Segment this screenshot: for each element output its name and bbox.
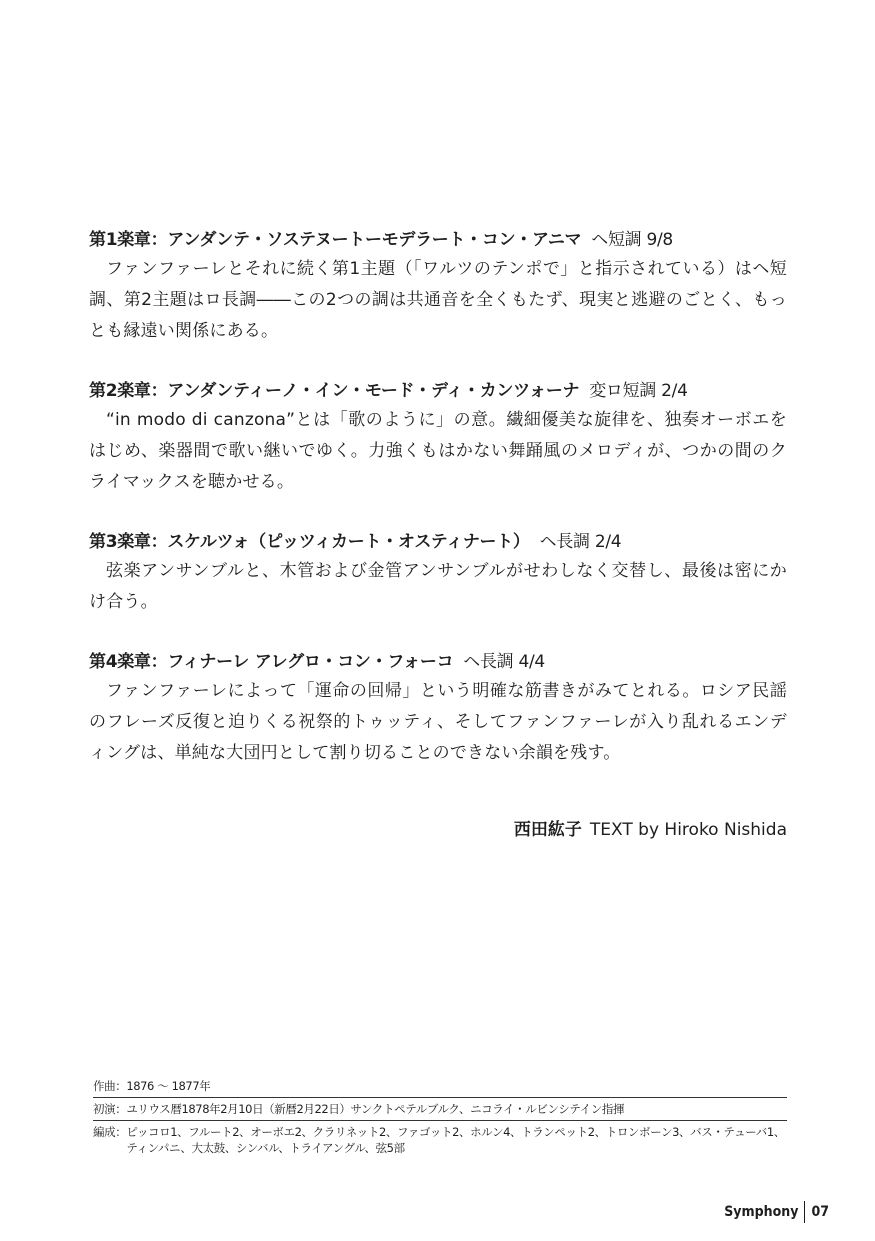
movement-4-key: ヘ長調 4/4 [463,652,545,672]
movement-1-key: ヘ短調 9/8 [591,230,673,250]
note-premiere-label: 初演： [93,1102,127,1116]
movement-2 [89,377,787,498]
note-premiere [93,1097,787,1120]
page-footer [724,1201,829,1223]
movement-3-body: 弦楽アンサンブルと、木管および金管アンサンブルがせわしなく交替し、最後は密にかけ合う。 [89,561,787,612]
author-credit-text: TEXT by Hiroko Nishida [589,820,787,840]
note-composition-label: 作曲： [93,1079,127,1093]
movement-1-heading [89,226,787,254]
note-composition-text: 1876 ～ 1877年 [126,1079,211,1093]
movement-2-title: 第2楽章：アンダンティーノ・イン・モード・ディ・カンツォーナ [89,381,580,401]
movement-4-body: ファンファーレによって「運命の回帰」という明確な筋書きがみてとれる。ロシア民謡のフレーズ反復と迫りくる祝祭的トゥッティ、そしてファンファーレが入り乱れるエンディングは、単純な大団円として割り切ることのできない余韻を残す。 [89,681,787,763]
movement-4 [89,648,787,769]
movement-3-key: ヘ長調 2/4 [539,532,622,552]
movement-3-title: 第3楽章：スケルツォ（ピッツィカート・オスティナート） [89,532,530,552]
movement-4-heading [89,648,787,676]
movement-2-key: 変ロ短調 2/4 [589,381,688,401]
footer-title: Symphony [724,1204,799,1220]
movement-3-heading [89,528,787,556]
movement-2-heading [89,377,787,405]
movement-descriptions [89,226,787,799]
movement-1-body: ファンファーレとそれに続く第1主題（「ワルツのテンポで」と指示されている）はヘ短調、第2主題はロ長調――この2つの調は共通音を全くもたず、現実と逃避のごとく、もっとも縁遠い関係にある。 [89,259,787,341]
note-composition [93,1075,787,1097]
movement-2-body: “in modo di canzona”とは「歌のように」の意。繊細優美な旋律を、独奏オーボエをはじめ、楽器間で歌い継いでゆく。力強くもはかない舞踊風のメロディが、つかの間のクライマックスを聴かせる。 [89,410,787,492]
movement-1-title: 第1楽章：アンダンテ・ソステヌートーモデラート・コン・アニマ [89,230,582,250]
note-instrumentation [93,1120,787,1159]
note-instrumentation-text: ピッコロ1、フルート2、オーボエ2、クラリネット2、ファゴット2、ホルン4、トランペット2、トロンボーン3、バス・テューバ1、ティンパニ、大太鼓、シンバル、トライアングル、弦5部 [126,1125,785,1155]
note-instrumentation-label: 編成： [93,1125,127,1139]
author-credit [514,815,787,840]
movement-4-title: 第4楽章：フィナーレ アレグロ・コン・フォーコ [89,652,454,672]
work-notes [93,1075,787,1159]
movement-3 [89,528,787,618]
note-premiere-text: ユリウス暦1878年2月10日（新暦2月22日）サンクトペテルブルク、ニコライ・ルビンシテイン指揮 [126,1102,625,1116]
author-name: 西田紘子 [513,820,582,840]
footer-divider [804,1201,805,1223]
page-number: 07 [811,1204,829,1220]
movement-1 [89,226,787,347]
